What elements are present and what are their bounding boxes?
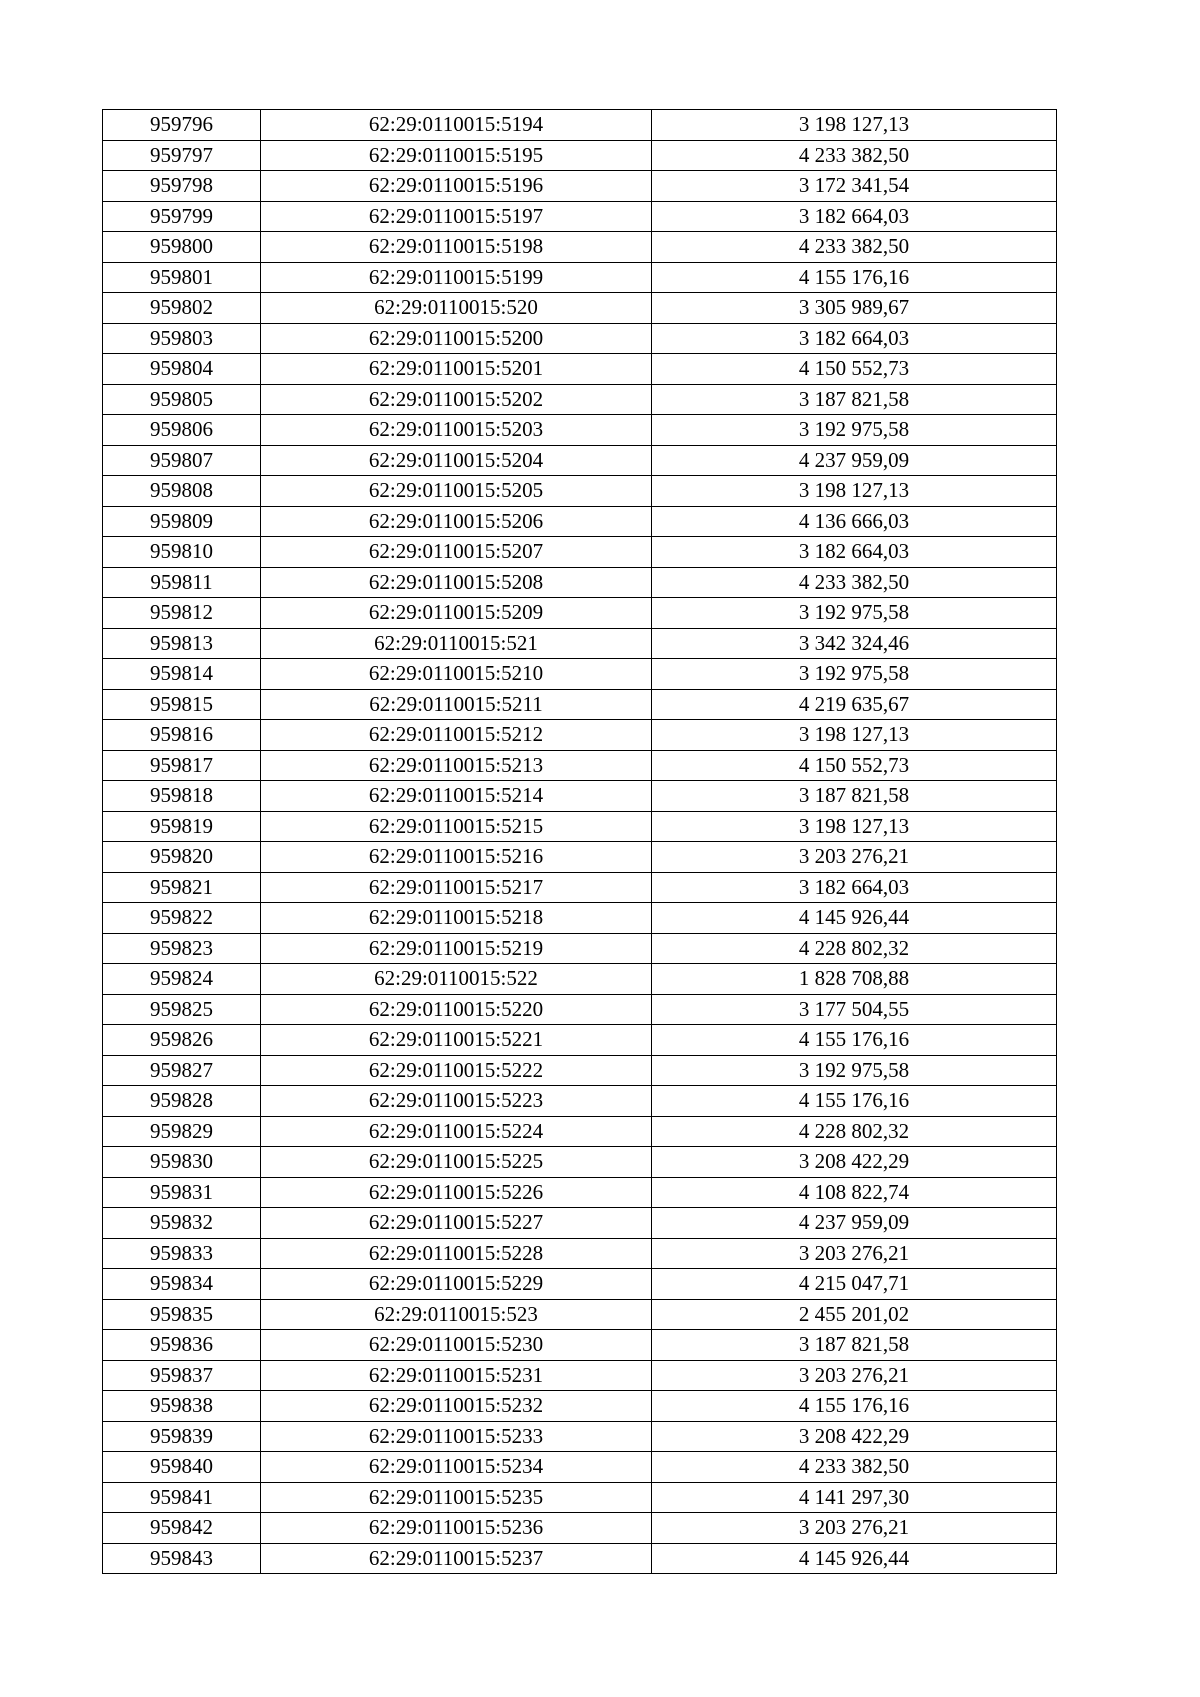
cadastral-number-cell: 62:29:0110015:5231 <box>261 1360 652 1391</box>
row-number-cell: 959813 <box>103 628 261 659</box>
row-number-cell: 959831 <box>103 1177 261 1208</box>
table-row <box>103 354 1057 385</box>
cadastral-number-cell: 62:29:0110015:5213 <box>261 750 652 781</box>
row-number-cell: 959805 <box>103 384 261 415</box>
row-number-cell: 959825 <box>103 994 261 1025</box>
value-cell: 4 215 047,71 <box>652 1269 1057 1300</box>
table-row <box>103 171 1057 202</box>
cadastral-number-cell: 62:29:0110015:5202 <box>261 384 652 415</box>
row-number-cell: 959828 <box>103 1086 261 1117</box>
row-number-cell: 959814 <box>103 659 261 690</box>
cadastral-number-cell: 62:29:0110015:5207 <box>261 537 652 568</box>
cadastral-number-cell: 62:29:0110015:5225 <box>261 1147 652 1178</box>
row-number-cell: 959800 <box>103 232 261 263</box>
table-row <box>103 811 1057 842</box>
value-cell: 3 187 821,58 <box>652 384 1057 415</box>
value-cell: 3 182 664,03 <box>652 537 1057 568</box>
row-number-cell: 959797 <box>103 140 261 171</box>
row-number-cell: 959837 <box>103 1360 261 1391</box>
value-cell: 3 208 422,29 <box>652 1421 1057 1452</box>
table-row <box>103 1177 1057 1208</box>
cadastral-number-cell: 62:29:0110015:5229 <box>261 1269 652 1300</box>
value-cell: 1 828 708,88 <box>652 964 1057 995</box>
cadastral-number-cell: 62:29:0110015:5219 <box>261 933 652 964</box>
value-cell: 4 233 382,50 <box>652 232 1057 263</box>
table-row <box>103 1116 1057 1147</box>
table-row <box>103 140 1057 171</box>
table-row <box>103 689 1057 720</box>
table-row <box>103 842 1057 873</box>
cadastral-number-cell: 62:29:0110015:5227 <box>261 1208 652 1239</box>
row-number-cell: 959832 <box>103 1208 261 1239</box>
table-row <box>103 537 1057 568</box>
cadastral-number-cell: 62:29:0110015:5212 <box>261 720 652 751</box>
value-cell: 4 155 176,16 <box>652 1086 1057 1117</box>
value-cell: 4 228 802,32 <box>652 1116 1057 1147</box>
value-cell: 4 108 822,74 <box>652 1177 1057 1208</box>
table-row <box>103 964 1057 995</box>
value-cell: 3 198 127,13 <box>652 110 1057 141</box>
row-number-cell: 959819 <box>103 811 261 842</box>
cadastral-number-cell: 62:29:0110015:5222 <box>261 1055 652 1086</box>
row-number-cell: 959842 <box>103 1513 261 1544</box>
cadastral-value-table <box>102 109 1057 1574</box>
cadastral-number-cell: 62:29:0110015:5196 <box>261 171 652 202</box>
table-row <box>103 1086 1057 1117</box>
row-number-cell: 959806 <box>103 415 261 446</box>
value-cell: 4 136 666,03 <box>652 506 1057 537</box>
table-row <box>103 659 1057 690</box>
value-cell: 4 145 926,44 <box>652 903 1057 934</box>
value-cell: 3 177 504,55 <box>652 994 1057 1025</box>
row-number-cell: 959799 <box>103 201 261 232</box>
table-row <box>103 1482 1057 1513</box>
table-row <box>103 1147 1057 1178</box>
value-cell: 3 198 127,13 <box>652 476 1057 507</box>
table-row <box>103 903 1057 934</box>
row-number-cell: 959801 <box>103 262 261 293</box>
cadastral-number-cell: 62:29:0110015:5201 <box>261 354 652 385</box>
cadastral-number-cell: 62:29:0110015:5228 <box>261 1238 652 1269</box>
value-cell: 4 150 552,73 <box>652 750 1057 781</box>
cadastral-number-cell: 62:29:0110015:5232 <box>261 1391 652 1422</box>
row-number-cell: 959841 <box>103 1482 261 1513</box>
row-number-cell: 959810 <box>103 537 261 568</box>
cadastral-number-cell: 62:29:0110015:520 <box>261 293 652 324</box>
table-row <box>103 262 1057 293</box>
cadastral-number-cell: 62:29:0110015:5198 <box>261 232 652 263</box>
value-cell: 4 141 297,30 <box>652 1482 1057 1513</box>
cadastral-number-cell: 62:29:0110015:5223 <box>261 1086 652 1117</box>
cadastral-number-cell: 62:29:0110015:5218 <box>261 903 652 934</box>
cadastral-number-cell: 62:29:0110015:5230 <box>261 1330 652 1361</box>
table-row <box>103 506 1057 537</box>
row-number-cell: 959843 <box>103 1543 261 1574</box>
value-cell: 4 237 959,09 <box>652 445 1057 476</box>
row-number-cell: 959839 <box>103 1421 261 1452</box>
value-cell: 3 203 276,21 <box>652 1238 1057 1269</box>
table-row <box>103 1513 1057 1544</box>
cadastral-number-cell: 62:29:0110015:5195 <box>261 140 652 171</box>
table-row <box>103 1330 1057 1361</box>
table-row <box>103 1055 1057 1086</box>
row-number-cell: 959836 <box>103 1330 261 1361</box>
cadastral-number-cell: 62:29:0110015:5215 <box>261 811 652 842</box>
table-row <box>103 293 1057 324</box>
row-number-cell: 959833 <box>103 1238 261 1269</box>
cadastral-number-cell: 62:29:0110015:5203 <box>261 415 652 446</box>
table-row <box>103 201 1057 232</box>
value-cell: 3 192 975,58 <box>652 598 1057 629</box>
cadastral-number-cell: 62:29:0110015:522 <box>261 964 652 995</box>
row-number-cell: 959823 <box>103 933 261 964</box>
cadastral-number-cell: 62:29:0110015:5237 <box>261 1543 652 1574</box>
cadastral-number-cell: 62:29:0110015:5206 <box>261 506 652 537</box>
row-number-cell: 959827 <box>103 1055 261 1086</box>
value-cell: 3 192 975,58 <box>652 659 1057 690</box>
value-cell: 3 172 341,54 <box>652 171 1057 202</box>
cadastral-number-cell: 62:29:0110015:5200 <box>261 323 652 354</box>
table-row <box>103 872 1057 903</box>
table-row <box>103 750 1057 781</box>
value-cell: 3 305 989,67 <box>652 293 1057 324</box>
value-cell: 3 187 821,58 <box>652 1330 1057 1361</box>
value-cell: 3 198 127,13 <box>652 720 1057 751</box>
cadastral-number-cell: 62:29:0110015:5216 <box>261 842 652 873</box>
value-cell: 4 155 176,16 <box>652 1025 1057 1056</box>
row-number-cell: 959815 <box>103 689 261 720</box>
row-number-cell: 959824 <box>103 964 261 995</box>
row-number-cell: 959808 <box>103 476 261 507</box>
table-row <box>103 720 1057 751</box>
cadastral-number-cell: 62:29:0110015:5217 <box>261 872 652 903</box>
cadastral-number-cell: 62:29:0110015:5211 <box>261 689 652 720</box>
table-row <box>103 1025 1057 1056</box>
value-cell: 4 155 176,16 <box>652 1391 1057 1422</box>
row-number-cell: 959821 <box>103 872 261 903</box>
table-row <box>103 781 1057 812</box>
table-row <box>103 384 1057 415</box>
value-cell: 3 208 422,29 <box>652 1147 1057 1178</box>
table-row <box>103 323 1057 354</box>
table-row <box>103 628 1057 659</box>
value-cell: 3 192 975,58 <box>652 1055 1057 1086</box>
cadastral-number-cell: 62:29:0110015:5194 <box>261 110 652 141</box>
row-number-cell: 959838 <box>103 1391 261 1422</box>
row-number-cell: 959804 <box>103 354 261 385</box>
value-cell: 4 228 802,32 <box>652 933 1057 964</box>
row-number-cell: 959818 <box>103 781 261 812</box>
table-row <box>103 1391 1057 1422</box>
value-cell: 3 182 664,03 <box>652 323 1057 354</box>
cadastral-number-cell: 62:29:0110015:5220 <box>261 994 652 1025</box>
value-cell: 4 233 382,50 <box>652 567 1057 598</box>
value-cell: 4 145 926,44 <box>652 1543 1057 1574</box>
row-number-cell: 959822 <box>103 903 261 934</box>
cadastral-number-cell: 62:29:0110015:5224 <box>261 1116 652 1147</box>
cadastral-number-cell: 62:29:0110015:5204 <box>261 445 652 476</box>
value-cell: 4 219 635,67 <box>652 689 1057 720</box>
row-number-cell: 959811 <box>103 567 261 598</box>
row-number-cell: 959809 <box>103 506 261 537</box>
table-row <box>103 445 1057 476</box>
value-cell: 3 342 324,46 <box>652 628 1057 659</box>
cadastral-number-cell: 62:29:0110015:5226 <box>261 1177 652 1208</box>
row-number-cell: 959807 <box>103 445 261 476</box>
table-row <box>103 1421 1057 1452</box>
row-number-cell: 959812 <box>103 598 261 629</box>
cadastral-number-cell: 62:29:0110015:5205 <box>261 476 652 507</box>
table-row <box>103 1208 1057 1239</box>
table-row <box>103 933 1057 964</box>
cadastral-number-cell: 62:29:0110015:523 <box>261 1299 652 1330</box>
value-cell: 3 182 664,03 <box>652 201 1057 232</box>
value-cell: 4 237 959,09 <box>652 1208 1057 1239</box>
value-cell: 3 203 276,21 <box>652 1360 1057 1391</box>
table-row <box>103 1543 1057 1574</box>
cadastral-number-cell: 62:29:0110015:5221 <box>261 1025 652 1056</box>
row-number-cell: 959817 <box>103 750 261 781</box>
cadastral-number-cell: 62:29:0110015:5209 <box>261 598 652 629</box>
cadastral-number-cell: 62:29:0110015:5235 <box>261 1482 652 1513</box>
table-row <box>103 1299 1057 1330</box>
table-row <box>103 598 1057 629</box>
table-row <box>103 1269 1057 1300</box>
cadastral-number-cell: 62:29:0110015:5233 <box>261 1421 652 1452</box>
row-number-cell: 959802 <box>103 293 261 324</box>
row-number-cell: 959840 <box>103 1452 261 1483</box>
cadastral-number-cell: 62:29:0110015:5210 <box>261 659 652 690</box>
table-row <box>103 476 1057 507</box>
table-row <box>103 232 1057 263</box>
value-cell: 3 182 664,03 <box>652 872 1057 903</box>
value-cell: 4 155 176,16 <box>652 262 1057 293</box>
row-number-cell: 959798 <box>103 171 261 202</box>
row-number-cell: 959830 <box>103 1147 261 1178</box>
value-cell: 4 150 552,73 <box>652 354 1057 385</box>
value-cell: 3 203 276,21 <box>652 842 1057 873</box>
value-cell: 4 233 382,50 <box>652 140 1057 171</box>
row-number-cell: 959816 <box>103 720 261 751</box>
table-body <box>103 110 1057 1574</box>
cadastral-number-cell: 62:29:0110015:5236 <box>261 1513 652 1544</box>
row-number-cell: 959835 <box>103 1299 261 1330</box>
value-cell: 4 233 382,50 <box>652 1452 1057 1483</box>
cadastral-number-cell: 62:29:0110015:5214 <box>261 781 652 812</box>
value-cell: 3 203 276,21 <box>652 1513 1057 1544</box>
value-cell: 2 455 201,02 <box>652 1299 1057 1330</box>
row-number-cell: 959834 <box>103 1269 261 1300</box>
value-cell: 3 192 975,58 <box>652 415 1057 446</box>
row-number-cell: 959826 <box>103 1025 261 1056</box>
table-row <box>103 1360 1057 1391</box>
row-number-cell: 959829 <box>103 1116 261 1147</box>
cadastral-number-cell: 62:29:0110015:5199 <box>261 262 652 293</box>
cadastral-number-cell: 62:29:0110015:5208 <box>261 567 652 598</box>
table-row <box>103 415 1057 446</box>
table-row <box>103 1238 1057 1269</box>
cadastral-number-cell: 62:29:0110015:5197 <box>261 201 652 232</box>
row-number-cell: 959796 <box>103 110 261 141</box>
table-row <box>103 110 1057 141</box>
cadastral-number-cell: 62:29:0110015:521 <box>261 628 652 659</box>
value-cell: 3 198 127,13 <box>652 811 1057 842</box>
cadastral-number-cell: 62:29:0110015:5234 <box>261 1452 652 1483</box>
table-row <box>103 567 1057 598</box>
table-row <box>103 1452 1057 1483</box>
table-row <box>103 994 1057 1025</box>
row-number-cell: 959803 <box>103 323 261 354</box>
value-cell: 3 187 821,58 <box>652 781 1057 812</box>
row-number-cell: 959820 <box>103 842 261 873</box>
